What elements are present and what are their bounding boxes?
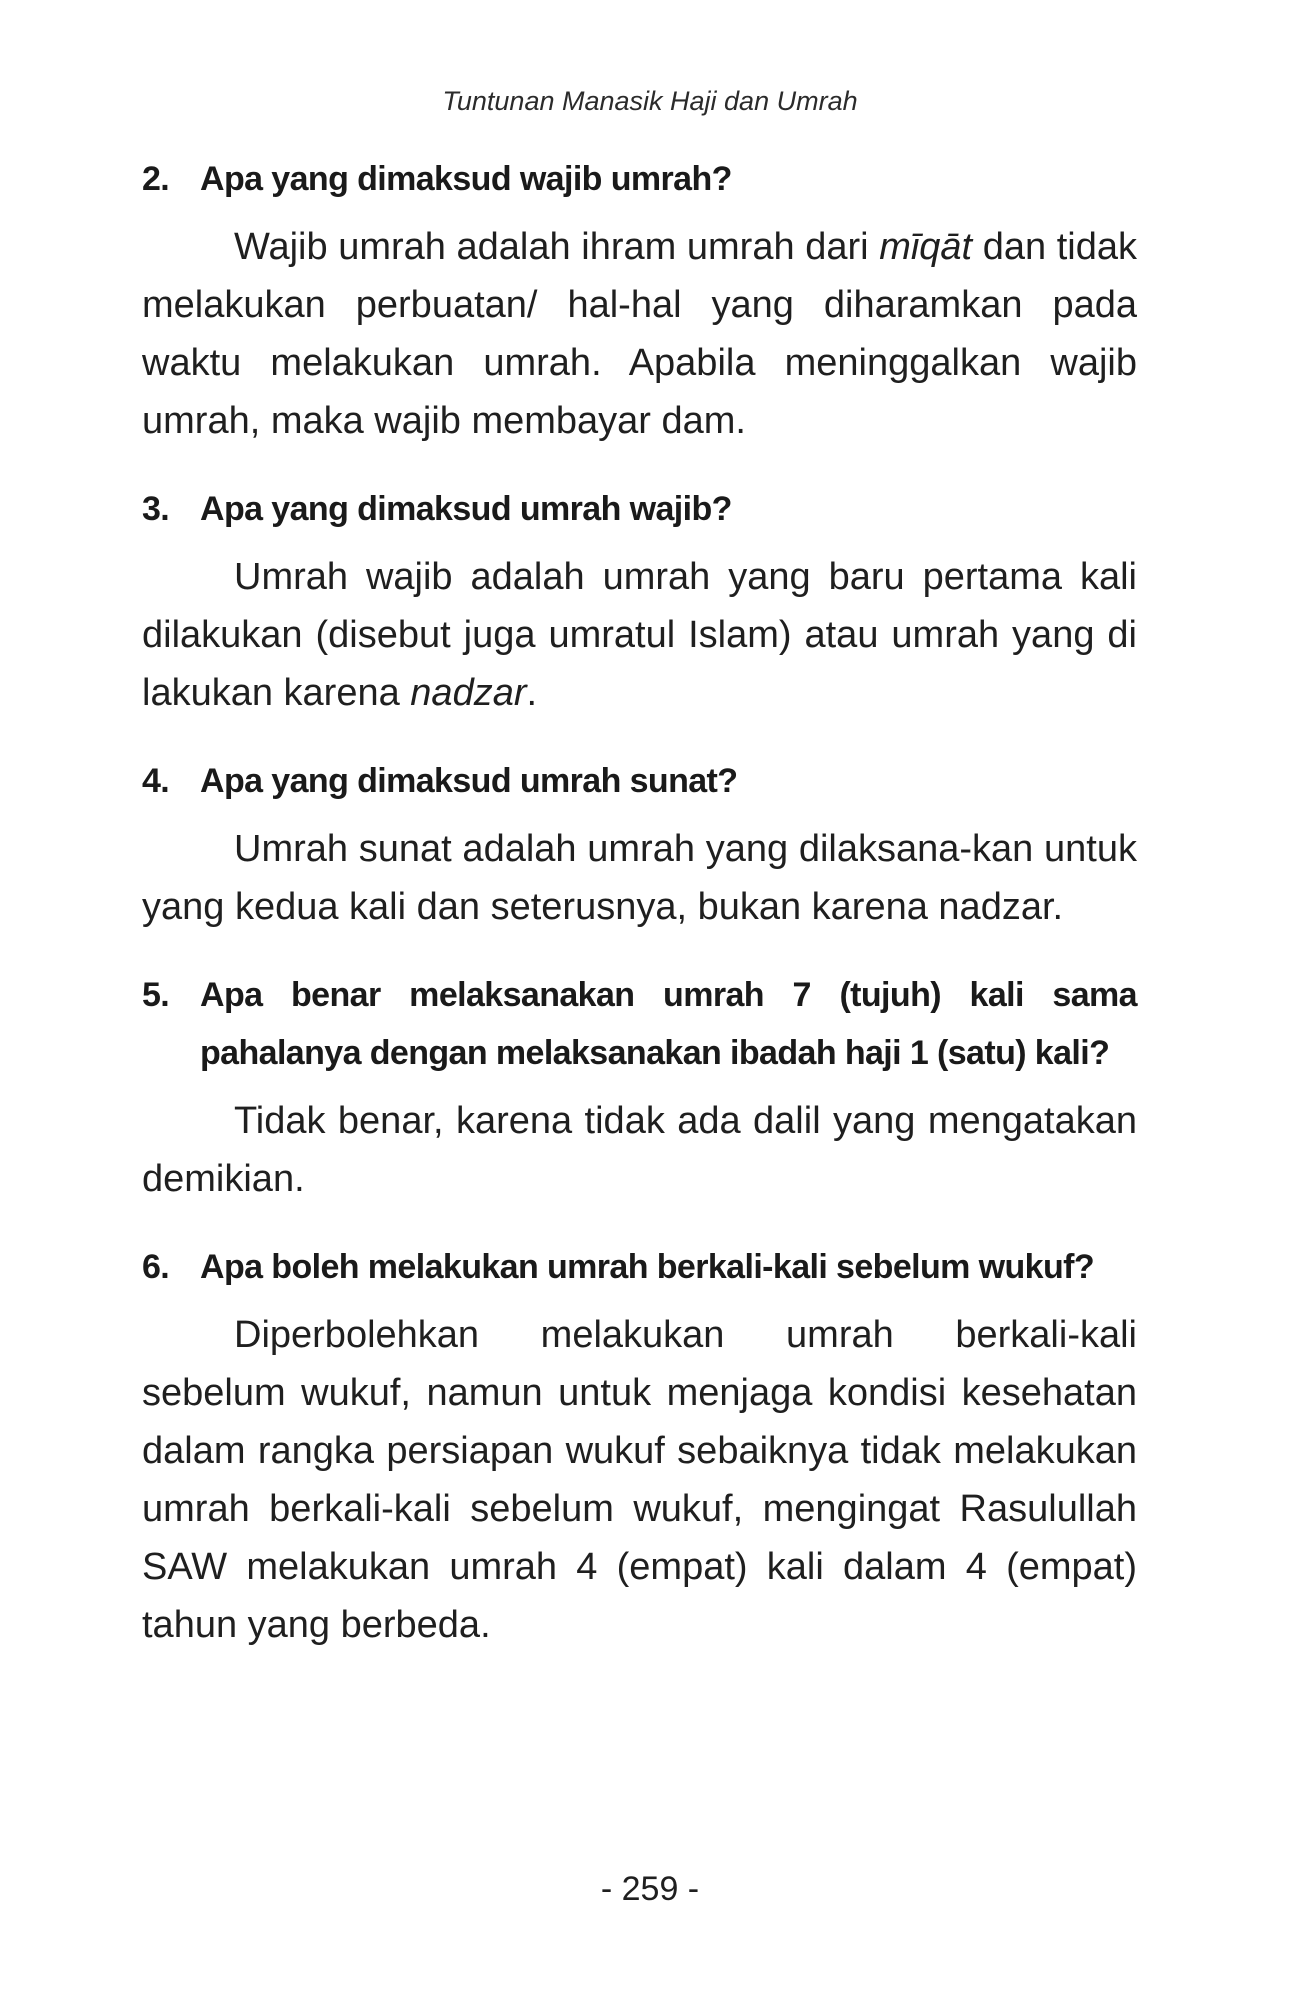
- qa-item-5: [142, 966, 1137, 1208]
- question-number: 2.: [142, 160, 170, 198]
- answer-2: [142, 218, 1137, 450]
- question-5: [142, 966, 1137, 1082]
- running-header: Tuntunan Manasik Haji dan Umrah: [442, 86, 858, 116]
- question-text: Apa benar melaksanakan umrah 7 (tujuh) kali sama pahalanya dengan melaksanakan ibadah haji 1 (satu) kali?: [200, 976, 1137, 1072]
- qa-item-4: [142, 752, 1137, 936]
- question-number: 4.: [142, 762, 170, 800]
- italic-term-nadzar: nadzar: [410, 672, 527, 714]
- answer-text: Wajib umrah adalah ihram umrah dari: [234, 226, 880, 268]
- question-text: Apa yang dimaksud wajib umrah?: [200, 160, 732, 198]
- qa-item-6: [142, 1238, 1137, 1654]
- question-6: [142, 1238, 1137, 1296]
- qa-item-3: [142, 480, 1137, 722]
- qa-item-2: [142, 150, 1137, 450]
- question-text: Apa boleh melakukan umrah berkali-kali sebelum wukuf?: [200, 1248, 1095, 1286]
- answer-text: .: [526, 672, 538, 714]
- question-number: 5.: [142, 976, 170, 1014]
- question-4: [142, 752, 1137, 810]
- answer-5: Tidak benar, karena tidak ada dalil yang mengatakan demikian.: [142, 1100, 1137, 1200]
- answer-4: Umrah sunat adalah umrah yang dilaksana-kan untuk yang kedua kali dan seterusnya, bukan karena nadzar.: [142, 828, 1137, 928]
- answer-text: Umrah wajib adalah umrah yang baru pertama kali dilakukan (disebut juga umratul Islam) atau umrah yang di lakukan karena: [142, 556, 1137, 714]
- question-text: Apa yang dimaksud umrah wajib?: [200, 490, 732, 528]
- question-text: Apa yang dimaksud umrah sunat?: [200, 762, 738, 800]
- answer-text: dan tidak melakukan perbuatan/ hal-hal yang diharamkan pada waktu melakukan umrah. Apabila meninggalkan wajib umrah, maka wajib membayar dam.: [142, 226, 1137, 442]
- qa-content: [142, 150, 1137, 1654]
- question-number: 3.: [142, 490, 170, 528]
- answer-3: [142, 548, 1137, 722]
- question-3: [142, 480, 1137, 538]
- question-2: [142, 150, 1137, 208]
- page-number: - 259 -: [600, 1870, 700, 1908]
- italic-term-miqat: mīqāt: [879, 226, 973, 268]
- answer-6: Diperbolehkan melakukan umrah berkali-kali sebelum wukuf, namun untuk menjaga kondisi kesehatan dalam rangka persiapan wukuf sebaiknya tidak melakukan umrah berkali-kali sebelum wukuf, mengingat Rasulullah SAW melakukan umrah 4 (empat) kali dalam 4 (empat) tahun yang berbeda.: [142, 1314, 1137, 1646]
- question-number: 6.: [142, 1248, 170, 1286]
